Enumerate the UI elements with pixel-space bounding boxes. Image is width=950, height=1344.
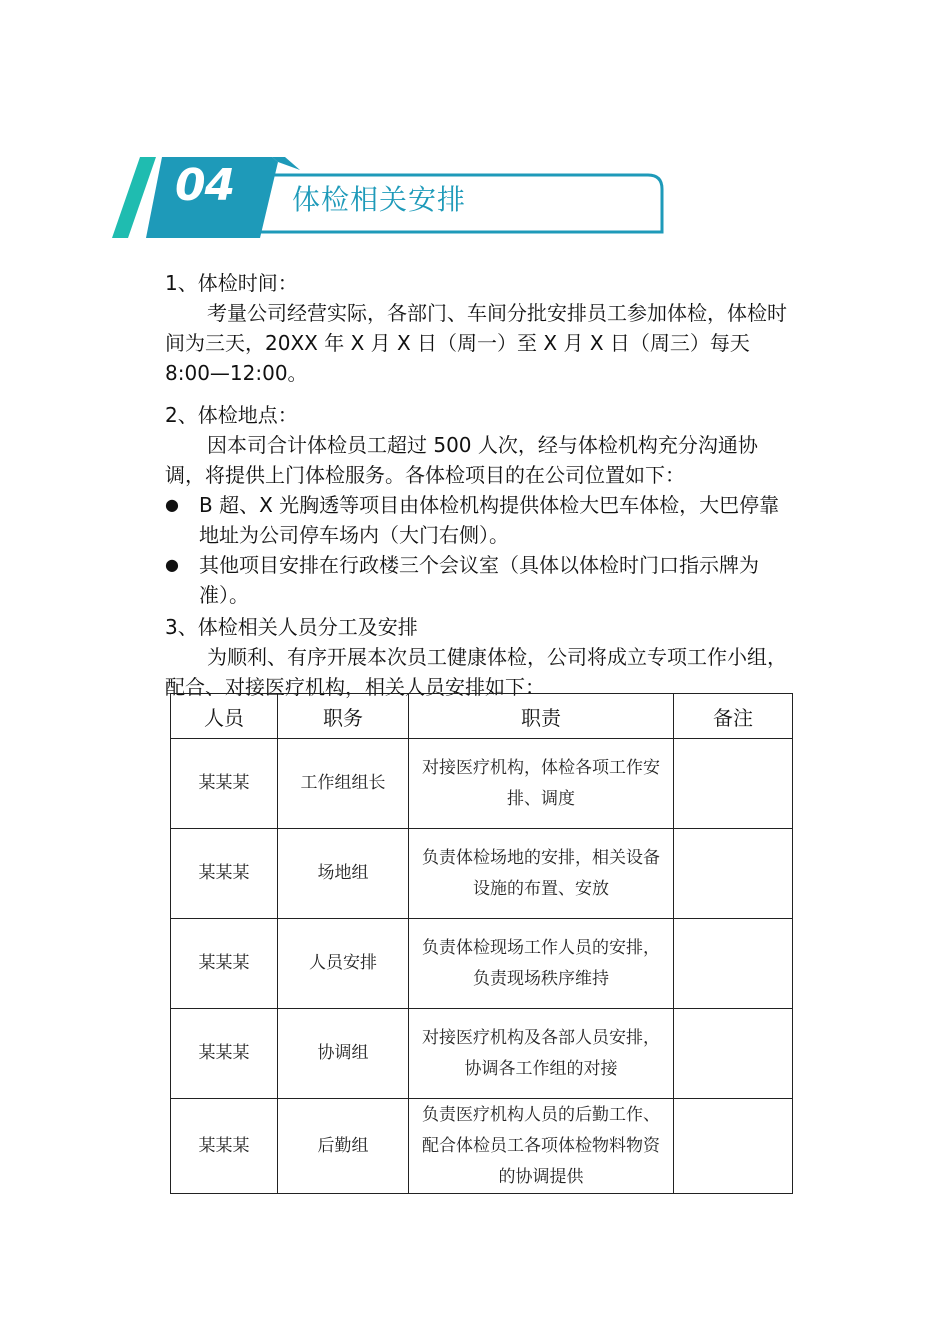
cell-note [674,829,793,919]
cell-person: 某某某 [171,829,278,919]
section-3 [165,612,797,702]
cell-person: 某某某 [171,919,278,1009]
section-2-heading: 2、体检地点： [165,403,298,427]
header-role: 职务 [278,694,409,739]
cell-person: 某某某 [171,1009,278,1099]
header-person: 人员 [171,694,278,739]
cell-person: 某某某 [171,1099,278,1194]
bullet-dot-icon: ● [165,495,179,514]
cell-duty: 负责体检现场工作人员的安排，负责现场秩序维持 [409,919,674,1009]
cell-duty: 对接医疗机构，体检各项工作安排、调度 [409,739,674,829]
bullet-dot-icon: ● [165,555,179,574]
cell-duty: 对接医疗机构及各部人员安排，协调各工作组的对接 [409,1009,674,1099]
header-note: 备注 [674,694,793,739]
cell-role: 场地组 [278,829,409,919]
section-number: 04 [175,160,235,211]
section-title: 体检相关安排 [292,183,467,216]
staff-table [170,693,793,1194]
section-1-heading: 1、体检时间： [165,271,298,295]
bullet-item [165,490,797,550]
cell-note [674,919,793,1009]
cell-role: 人员安排 [278,919,409,1009]
cell-note [674,739,793,829]
bullet-text: B 超、X 光胸透等项目由体检机构提供体检大巴车体检，大巴停靠地址为公司停车场内（大门右侧）。 [199,493,780,547]
section-3-heading: 3、体检相关人员分工及安排 [165,615,418,639]
section-2-paragraph: 因本司合计体检员工超过 500 人次，经与体检机构充分沟通协调，将提供上门体检服务。各体检项目的在公司位置如下： [165,433,758,487]
section-3-paragraph: 为顺利、有序开展本次员工健康体检，公司将成立专项工作小组，配合、对接医疗机构，相关人员安排如下： [165,645,787,699]
cell-person: 某某某 [171,739,278,829]
bullet-text: 其他项目安排在行政楼三个会议室（具体以体检时门口指示牌为准）。 [199,553,759,607]
section-2 [165,400,797,610]
table-row [171,829,793,919]
table-row [171,739,793,829]
cell-role: 后勤组 [278,1099,409,1194]
table-row [171,1099,793,1194]
cell-note [674,1099,793,1194]
table-row [171,919,793,1009]
cell-role: 协调组 [278,1009,409,1099]
cell-role: 工作组组长 [278,739,409,829]
cell-duty: 负责医疗机构人员的后勤工作、配合体检员工各项体检物料物资的协调提供 [409,1099,674,1194]
table-header-row [171,694,793,739]
cell-note [674,1009,793,1099]
section-1-paragraph: 考量公司经营实际，各部门、车间分批安排员工参加体检，体检时间为三天，20XX 年 X 月 X 日（周一）至 X 月 X 日（周三）每天 8:00—12:00。 [165,301,787,385]
table-row [171,1009,793,1099]
bullet-item [165,550,797,610]
cell-duty: 负责体检场地的安排，相关设备设施的布置、安放 [409,829,674,919]
section-1 [165,268,797,388]
header-duty: 职责 [409,694,674,739]
